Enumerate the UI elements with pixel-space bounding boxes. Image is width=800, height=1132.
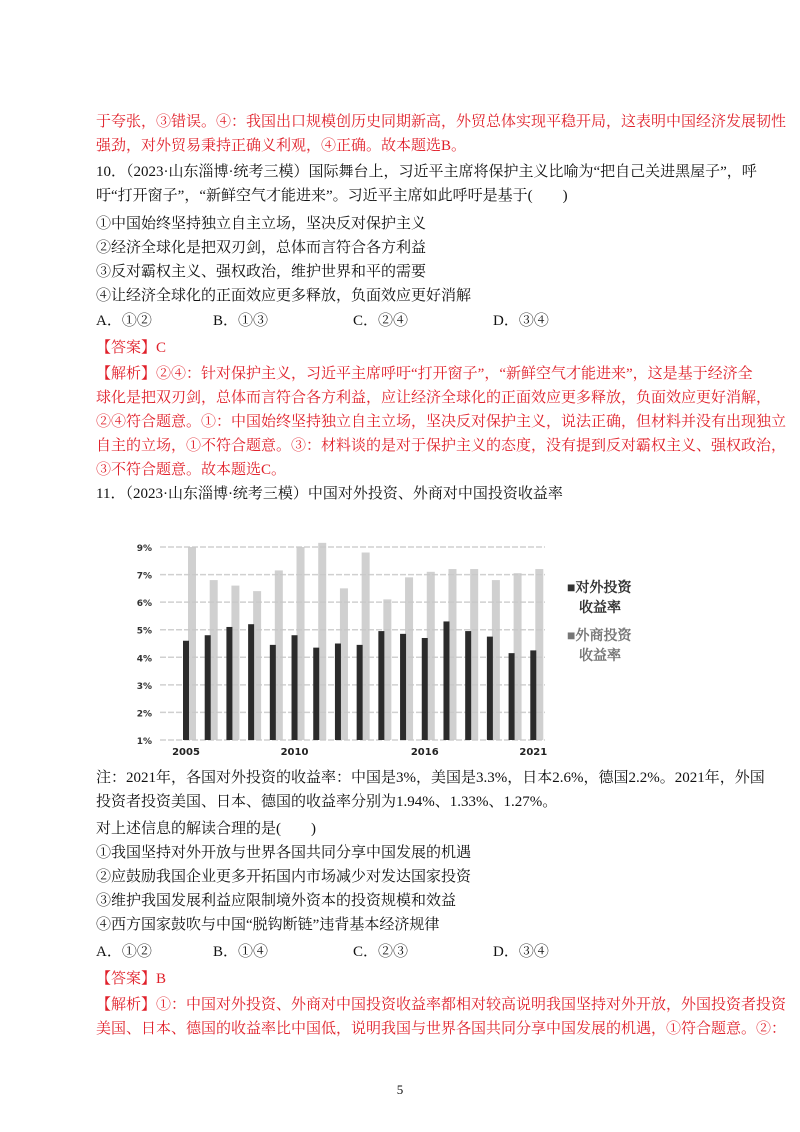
bar-outward-investment-2007 [226, 627, 232, 740]
statement: ③维护我国发展利益应限制境外资本的投资规模和效益 [96, 893, 457, 909]
bar-chart [130, 520, 670, 760]
x-tick-label: 2016 [410, 747, 439, 758]
choice-d: D．③④ [493, 944, 549, 960]
answer: 【答案】B [96, 971, 167, 987]
y-tick-label: 5% [136, 626, 152, 637]
bar-foreign-investment-2014 [383, 599, 391, 740]
note-line: 投资者投资美国、日本、德国的收益率分别为1.94%、1.33%、1.27%。 [96, 794, 558, 810]
bar-foreign-investment-2016 [427, 572, 435, 740]
analysis-line: 美国、日本、德国的收益率比中国低，说明我国与世界各国共同分享中国发展的机遇，①符合题意。②： [96, 1021, 787, 1037]
bar-outward-investment-2013 [357, 645, 363, 740]
statement: ②应鼓励我国企业更多开拓国内市场减少对发达国家投资 [96, 869, 472, 885]
legend-label: 收益率 [579, 649, 621, 664]
question-stem: 10．（2023·山东淄博·统考三模）国际舞台上，习近平主席将保护主义比喻为“把自己关进黑屋子”，呼 [96, 164, 757, 180]
bar-foreign-investment-2019 [492, 580, 500, 740]
y-tick-label: 9% [136, 544, 152, 554]
bar-outward-investment-2016 [422, 638, 428, 740]
answer: 【答案】C [96, 340, 167, 356]
x-tick-label: 2021 [519, 747, 548, 758]
bar-foreign-investment-2010 [297, 547, 305, 740]
choice-c: C．②④ [353, 313, 409, 329]
legend-label: 收益率 [579, 601, 621, 616]
question-prompt: 对上述信息的解读合理的是( ) [96, 821, 316, 837]
analysis-line: 于夸张，③错误。④：我国出口规模创历史同期新高，外贸总体实现平稳开局，这表明中国经济发展韧性 [96, 114, 787, 130]
x-tick-label: 2010 [280, 747, 309, 758]
bar-foreign-investment-2011 [318, 543, 326, 740]
bar-outward-investment-2010 [292, 635, 298, 740]
bar-outward-investment-2018 [465, 631, 471, 740]
bar-foreign-investment-2017 [448, 569, 456, 740]
bar-foreign-investment-2015 [405, 577, 413, 740]
y-tick-label: 7% [136, 571, 152, 582]
y-tick-label: 1% [136, 737, 152, 747]
x-tick-label: 2005 [172, 747, 200, 758]
legend-label: ■对外投资 [567, 581, 632, 596]
bar-foreign-investment-2008 [253, 591, 261, 740]
analysis-line: 【解析】②④：针对保护主义，习近平主席呼吁“打开窗子”，“新鲜空气才能进来”，这是基于经济全 [96, 366, 753, 382]
analysis-line: 球化是把双刃剑，总体而言符合各方利益，应让经济全球化的正面效应更多释放，负面效应更好消解， [96, 390, 772, 406]
bar-foreign-investment-2012 [340, 588, 348, 740]
choice-b: B．①③ [213, 313, 269, 329]
bar-outward-investment-2020 [509, 653, 515, 740]
analysis-line: ②④符合题意。①：中国始终坚持独立自主立场，坚决反对保护主义，说法正确，但材料并没有出现独立 [96, 414, 787, 430]
statement: ④让经济全球化的正面效应更多释放，负面效应更好消解 [96, 288, 472, 304]
bar-foreign-investment-2020 [514, 573, 522, 740]
choice-d: D．③④ [493, 313, 549, 329]
y-tick-label: 6% [136, 599, 152, 610]
statement: ②经济全球化是把双刃剑，总体而言符合各方利益 [96, 240, 427, 256]
statement: ①中国始终坚持独立自主立场，坚决反对保护主义 [96, 216, 427, 232]
bar-foreign-investment-2007 [231, 586, 239, 740]
question-stem: 吁“打开窗子”，“新鲜空气才能进来”。习近平主席如此呼吁是基于( ) [96, 188, 568, 204]
question-stem: 11．（2023·山东淄博·统考三模）中国对外投资、外商对中国投资收益率 [96, 486, 563, 502]
y-tick-label: 3% [136, 681, 152, 692]
analysis-line: 强劲，对外贸易秉持正确义利观，④正确。故本题选B。 [96, 138, 467, 154]
bar-outward-investment-2009 [270, 645, 276, 740]
statement: ①我国坚持对外开放与世界各国共同分享中国发展的机遇 [96, 845, 472, 861]
bar-foreign-investment-2018 [470, 569, 478, 740]
legend-label: ■外商投资 [567, 629, 632, 644]
bar-foreign-investment-2006 [210, 580, 218, 740]
choice-a: A．①② [96, 944, 152, 960]
bar-outward-investment-2015 [400, 634, 406, 740]
y-tick-label: 2% [136, 709, 152, 720]
bar-foreign-investment-2005 [188, 547, 196, 740]
bar-outward-investment-2008 [248, 624, 254, 740]
bar-outward-investment-2006 [205, 635, 211, 740]
note-line: 注：2021年，各国对外投资的收益率：中国是3%，美国是3.3%，日本2.6%，德国2.2%。2021年，外国 [96, 770, 765, 786]
bar-foreign-investment-2009 [275, 570, 283, 740]
statement: ③反对霸权主义、强权政治，维护世界和平的需要 [96, 264, 427, 280]
choice-b: B．①④ [213, 944, 269, 960]
bar-outward-investment-2011 [313, 648, 319, 740]
bar-foreign-investment-2021 [535, 569, 543, 740]
bar-outward-investment-2019 [487, 637, 493, 740]
bar-outward-investment-2005 [183, 641, 189, 740]
bar-foreign-investment-2013 [362, 553, 370, 740]
choice-c: C．②③ [353, 944, 409, 960]
bar-outward-investment-2017 [443, 621, 449, 740]
bar-outward-investment-2012 [335, 644, 341, 741]
statement: ④西方国家鼓吹与中国“脱钩断链”违背基本经济规律 [96, 917, 440, 933]
bar-outward-investment-2021 [530, 650, 536, 740]
analysis-line: 【解析】①：中国对外投资、外商对中国投资收益率都相对较高说明我国坚持对外开放，外国投资者投资 [96, 997, 787, 1013]
bar-outward-investment-2014 [378, 631, 384, 740]
choice-a: A．①② [96, 313, 152, 329]
analysis-line: ③不符合题意。故本题选C。 [96, 462, 287, 478]
page-number: 5 [396, 1082, 404, 1097]
y-tick-label: 4% [136, 654, 152, 665]
analysis-line: 自主的立场，①不符合题意。③：材料谈的是对于保护主义的态度，没有提到反对霸权主义、强权政治， [96, 438, 787, 454]
